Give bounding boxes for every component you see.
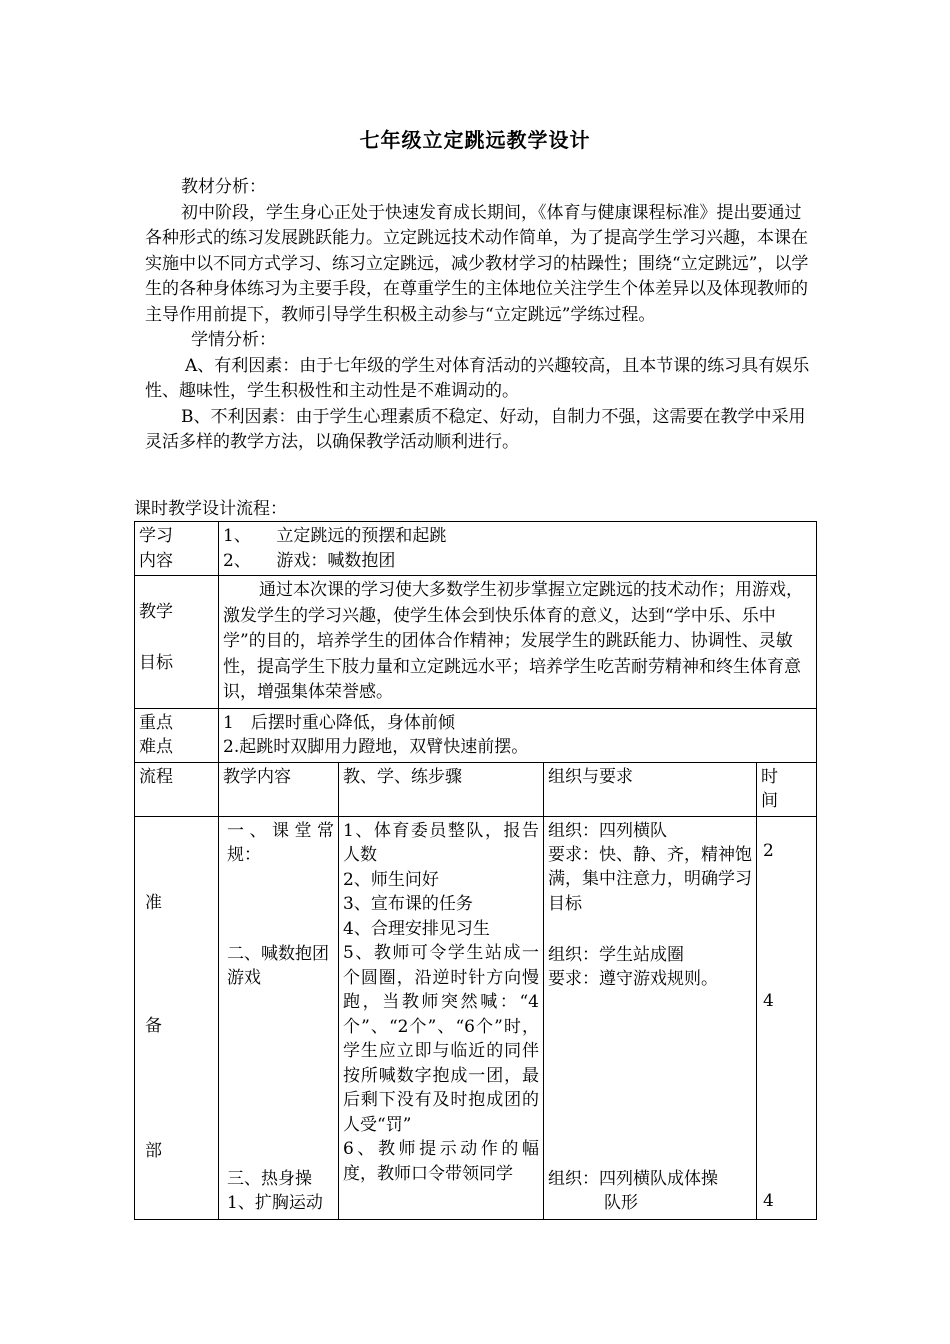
content-items-cell: [219, 816, 339, 1219]
goal-label: 教学 目标: [135, 576, 219, 709]
document-title: 七年级立定跳远教学设计: [359, 128, 591, 152]
time-1: 2: [763, 840, 774, 861]
step-5: 5、教师可令学生站成一个圆圈，沿逆时针方向慢跑，当教师突然喊：“4个”、“2个”、“6个”时，学生应立即与临近的同伴按所喊数字抱成一团，最后剩下没有及时抱成团的人受“罚”: [343, 943, 539, 1135]
org-cell: [544, 816, 757, 1219]
content-item-2: 2、 游戏：喊数抱团: [223, 550, 396, 571]
org-5: 组织：四列横队成体操: [548, 1168, 718, 1189]
header-content: 教学内容: [219, 762, 339, 816]
analysis-heading: 教材分析：: [181, 177, 266, 197]
table-row-key: [135, 708, 817, 762]
step-4: 4、合理安排见习生: [343, 918, 490, 939]
key-point-2: 2.起跳时双脚用力蹬地，双臂快速前摆。: [223, 737, 529, 757]
lesson-plan-table: [134, 521, 817, 1220]
goal-text: 通过本次课的学习使大多数学生初步掌握立定跳远的技术动作；用游戏，激发学生的学习兴趣，使学生体会到快乐体育的意义，达到“学中乐、乐中学”的目的，培养学生的团体合作精神；发展学生的跳跃能力、协调性、灵敏性，提高学生下肢力量和立定跳远水平；培养学生吃苦耐劳精神和终生体育意识，增强集体荣誉感。: [219, 576, 817, 709]
analysis-body: 初中阶段，学生身心正处于快速发育成长期间，《体育与健康课程标准》提出要通过各种形式的练习发展跳跃能力。立定跳远技术动作简单，为了提高学生学习兴趣，本课在实施中以不同方式学习、练习立定跳远，减少教材学习的枯躁性；围绕“立定跳远”，以学生的各种身体练习为主要手段，在尊重学生的主体地位关注学生个体差异以及体现教师的主导作用前提下，教师引导学生积极主动参与“立定跳远”学练过程。: [145, 202, 809, 325]
org-2: 要求：快、静、齐，精神饱满，集中注意力，明确学习目标: [548, 844, 752, 914]
key-label: 重点 难点: [135, 708, 219, 762]
step-3: 3、宣布课的任务: [343, 894, 473, 914]
situation-a: A、有利因素：由于七年级的学生对体育活动的兴趣较高，且本节课的练习具有娱乐性、趣味性，学生积极性和主动性是不难调动的。: [145, 355, 810, 401]
flow-cell-prep: [135, 816, 219, 1219]
step-2: 2、师生问好: [343, 869, 439, 890]
flow-heading: 课时教学设计流程：: [134, 499, 287, 519]
header-flow: 流程: [135, 762, 219, 816]
content-label: 学习 内容: [135, 522, 219, 576]
situation-heading: 学情分析：: [191, 330, 276, 350]
key-cell: [219, 708, 817, 762]
flow-char-2: 备: [145, 1015, 162, 1036]
analysis-section: [145, 175, 817, 456]
key-point-1: 1 后摆时重心降低，身体前倾: [223, 712, 455, 733]
steps-cell: [339, 816, 544, 1219]
org-1: 组织：四列横队: [548, 820, 667, 841]
time-cell: [757, 816, 817, 1219]
org-6: 队形: [604, 1192, 638, 1213]
header-time: 时间: [757, 762, 817, 816]
header-org: 组织与要求: [544, 762, 757, 816]
org-4: 要求：遵守游戏规则。: [548, 968, 718, 989]
content-item-stretch: 1、扩胸运动: [227, 1192, 323, 1213]
flow-char-1: 准: [145, 892, 162, 913]
content-item-game: 二、喊数抱团游戏: [227, 943, 329, 988]
content-item-warmup: 三、热身操: [227, 1168, 312, 1189]
content-cell: [219, 522, 817, 576]
content-item-routine: 一、课堂常规：: [227, 820, 334, 865]
table-row-goal: [135, 576, 817, 709]
table-row-prep: [135, 816, 817, 1219]
header-steps: 教、学、练步骤: [339, 762, 544, 816]
table-header-row: [135, 762, 817, 816]
step-1: 1、体育委员整队，报告人数: [343, 820, 539, 865]
situation-b: B、不利因素：由于学生心理素质不稳定、好动，自制力不强，这需要在教学中采用灵活多样的教学方法，以确保教学活动顺利进行。: [145, 406, 806, 452]
org-3: 组织：学生站成圈: [548, 944, 684, 965]
content-item-1: 1、 立定跳远的预摆和起跳: [223, 526, 447, 546]
table-row-content: [135, 522, 817, 576]
step-6: 6、教师提示动作的幅度，教师口令带领同学: [343, 1139, 539, 1184]
flow-char-3: 部: [145, 1140, 162, 1161]
time-3: 4: [763, 1190, 774, 1211]
time-2: 4: [763, 990, 774, 1011]
